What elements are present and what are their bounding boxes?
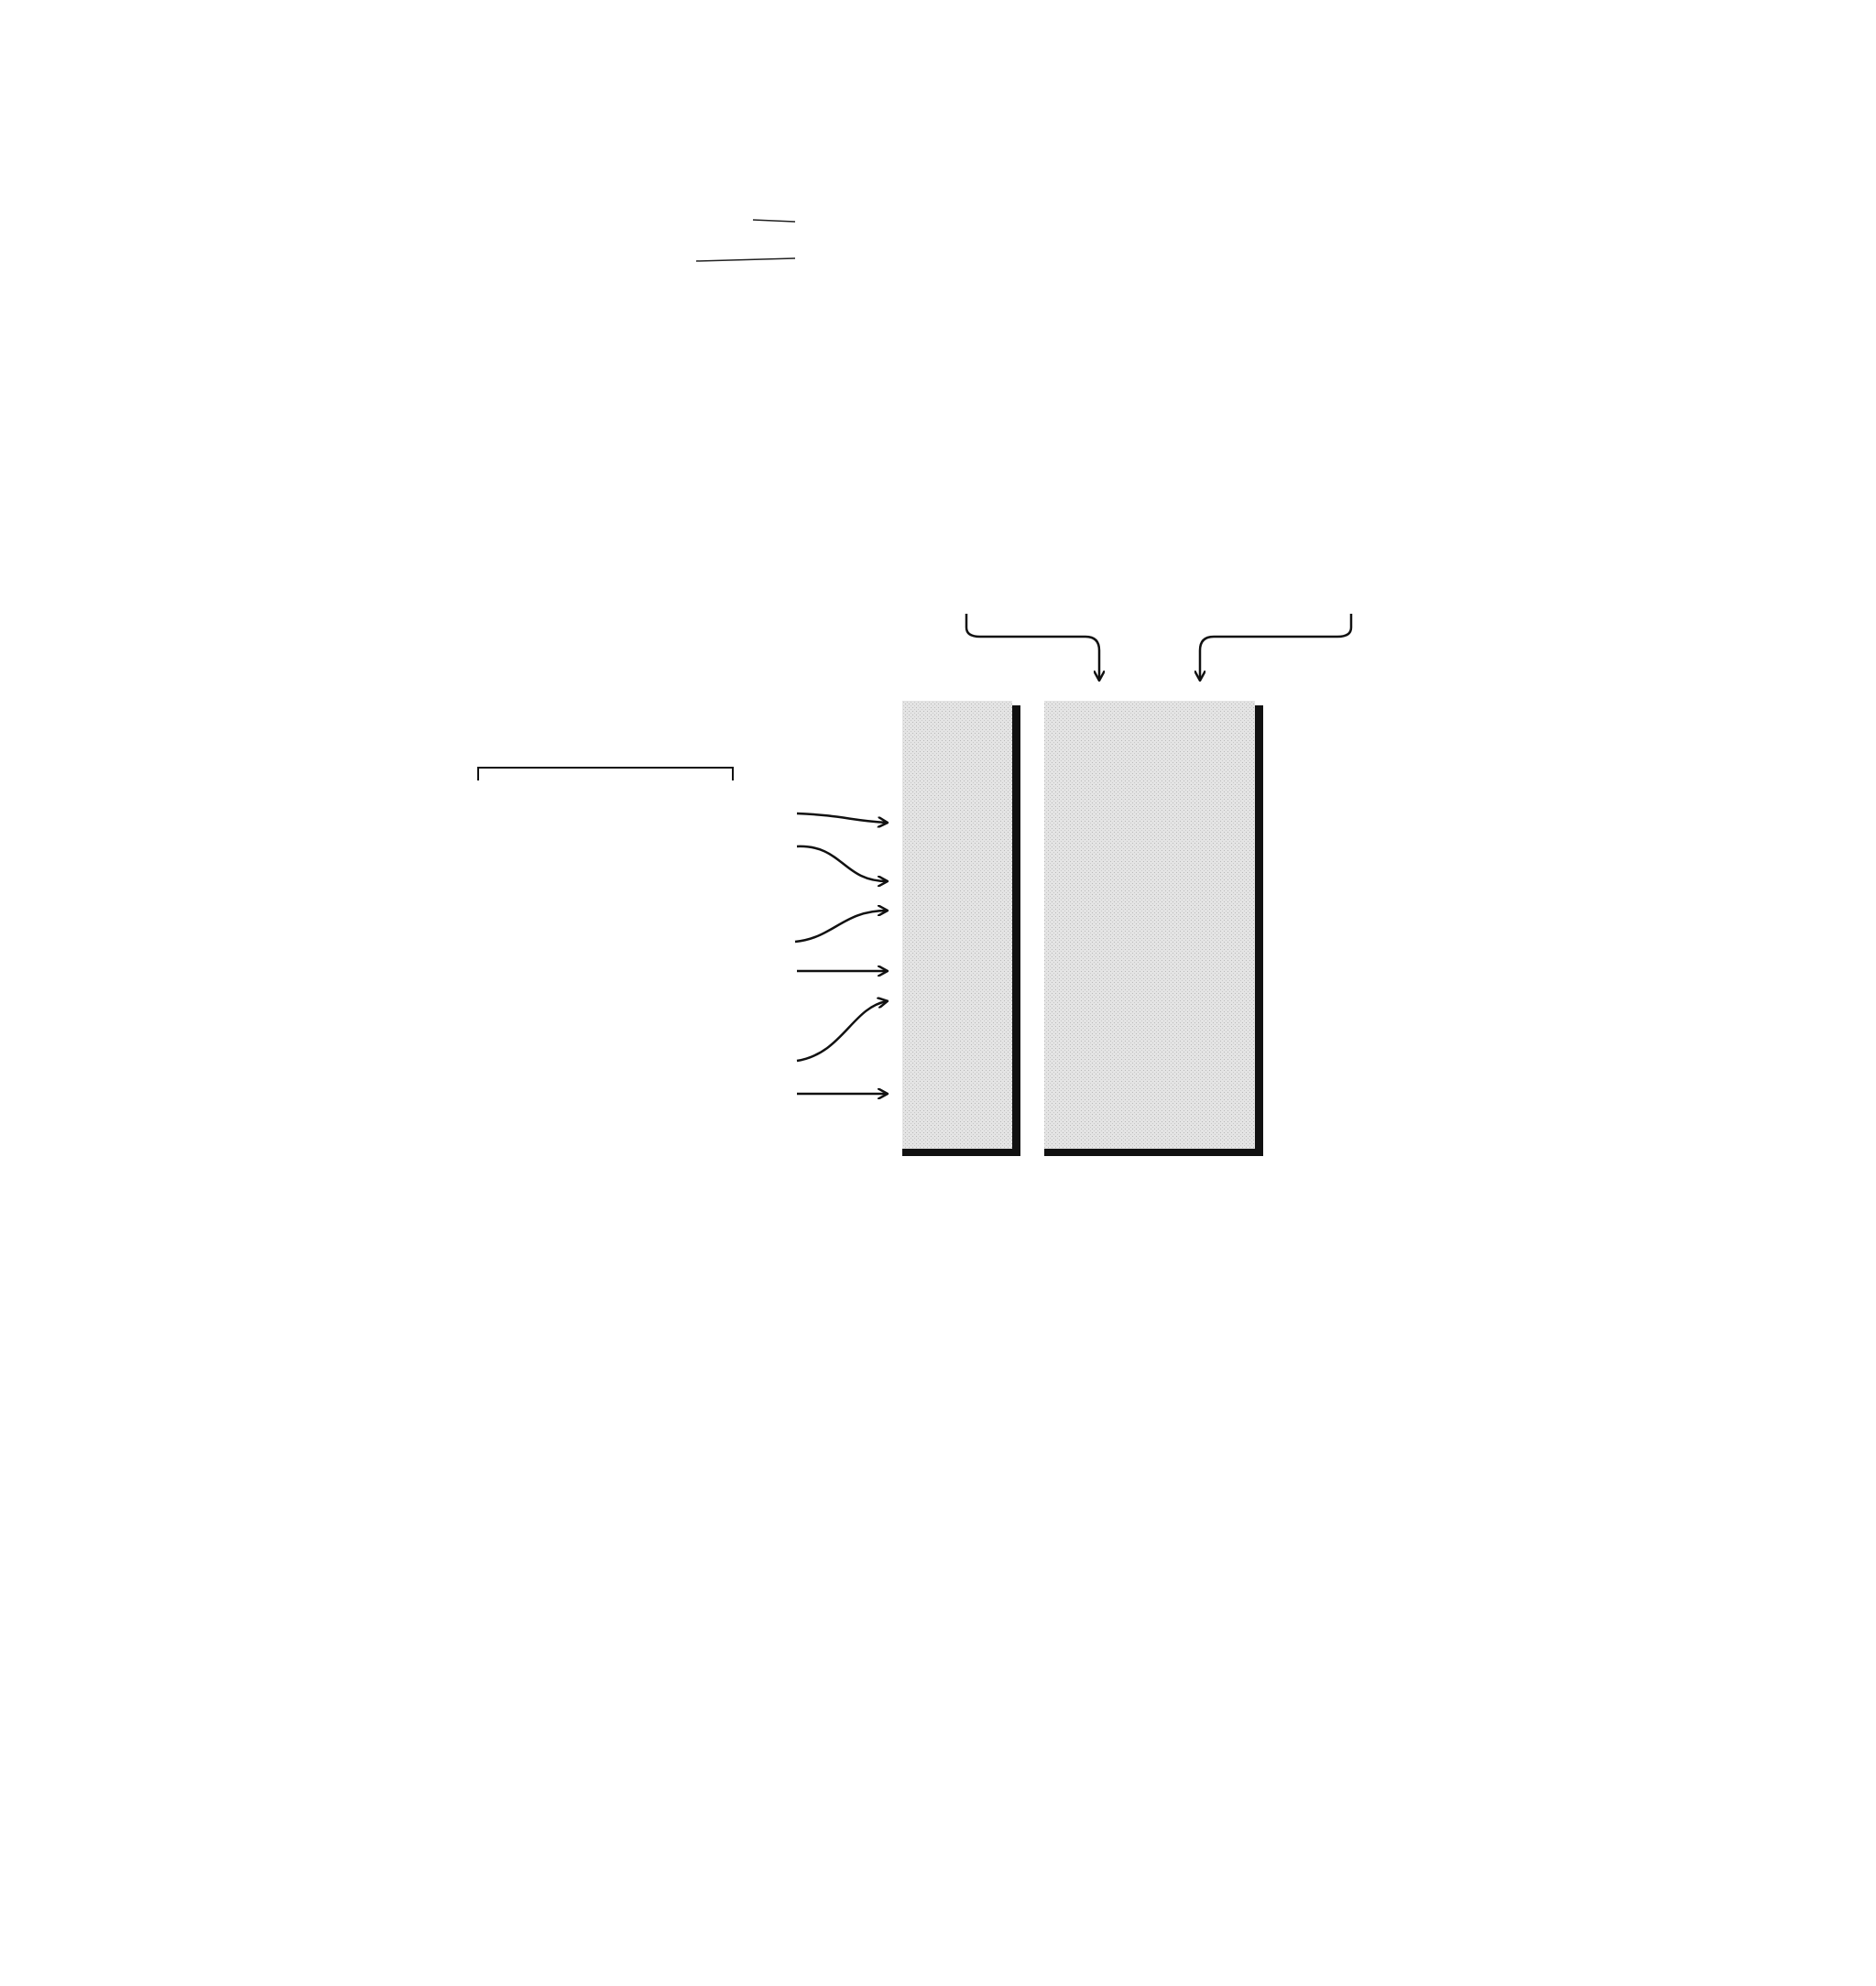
arrow-individual-a	[966, 614, 1099, 680]
arrow-individual-b	[1200, 614, 1351, 680]
gel-left	[902, 701, 1020, 1156]
maternal-pointer	[696, 258, 795, 261]
gel-right	[1044, 701, 1263, 1156]
paternal-pointer	[753, 220, 795, 222]
crime-to-gel-arrows	[795, 813, 887, 1094]
str-scale-bracket	[478, 768, 733, 780]
